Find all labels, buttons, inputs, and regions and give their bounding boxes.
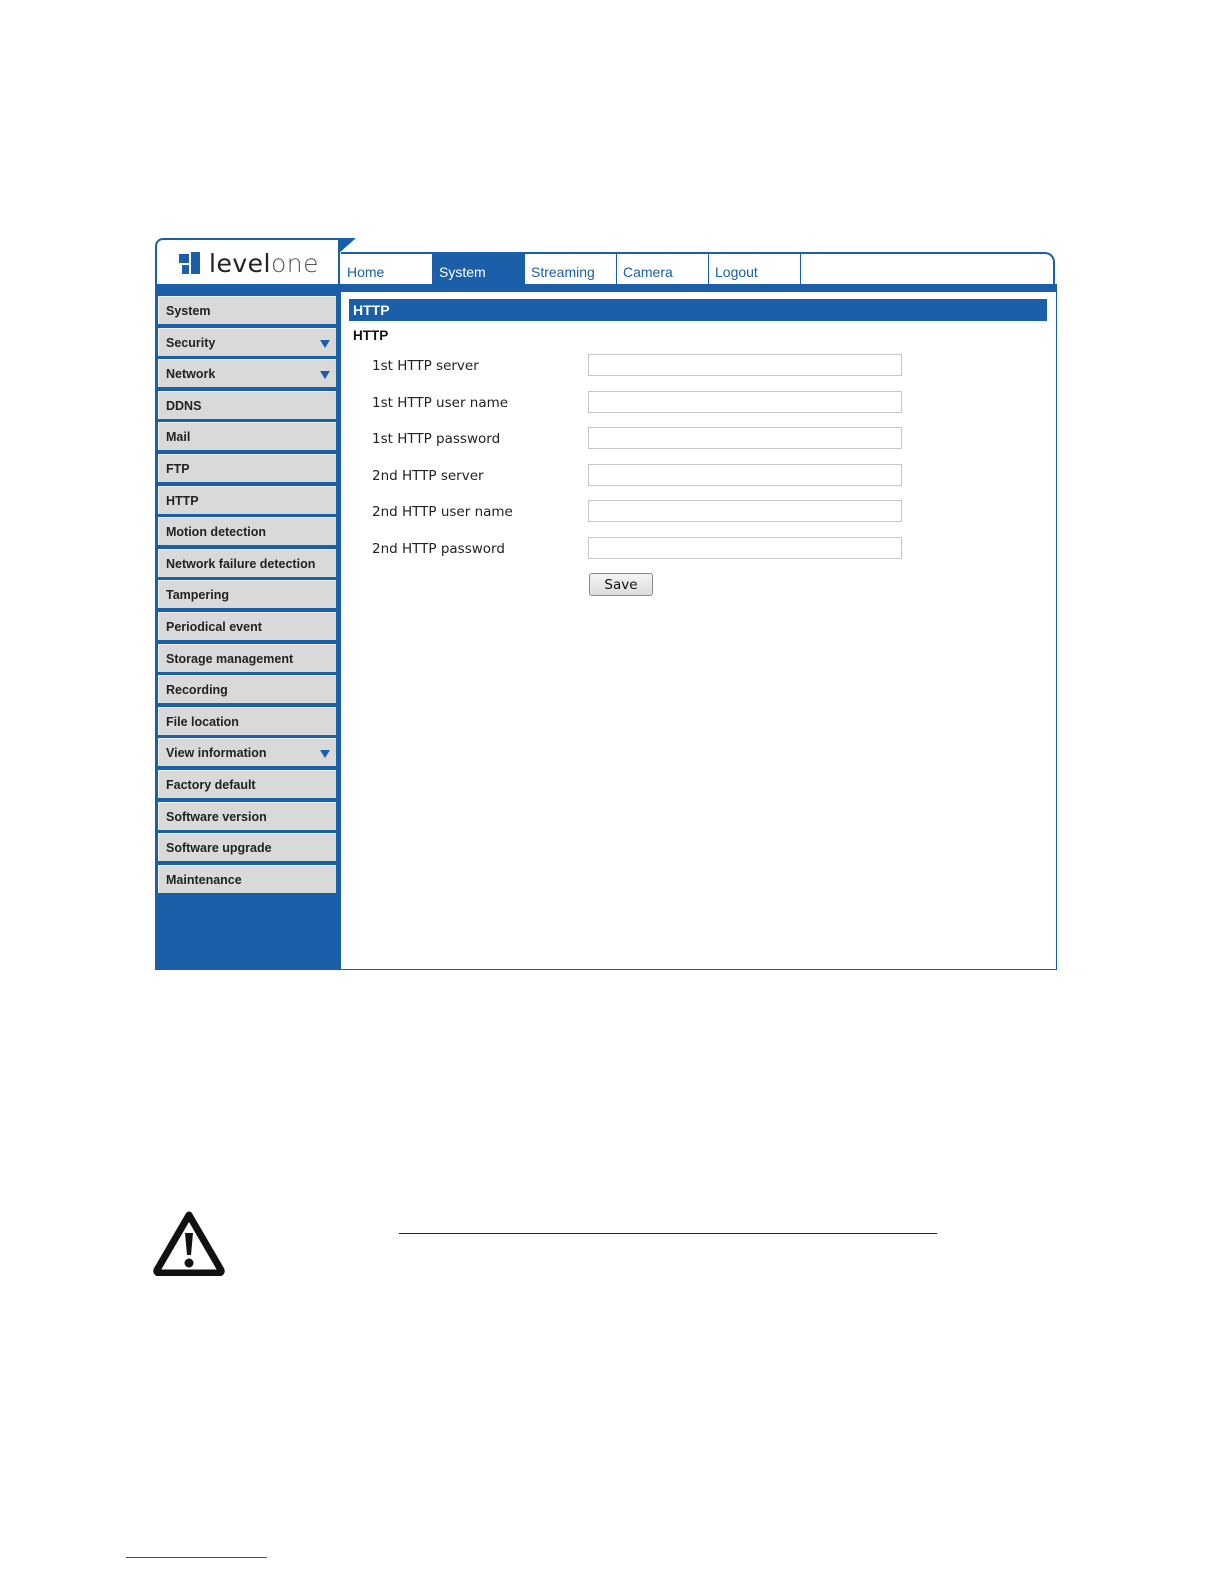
warning-triangle-icon bbox=[152, 1210, 226, 1276]
sidebar-item-ftp[interactable] bbox=[158, 454, 336, 482]
sidebar-item-label: File location bbox=[166, 714, 239, 729]
sidebar-item-label: View information bbox=[166, 746, 267, 761]
tab-home[interactable]: Home bbox=[341, 254, 433, 286]
sidebar-item-label: Motion detection bbox=[166, 525, 266, 540]
field-label: 1st HTTP password bbox=[372, 431, 501, 447]
2nd-http-user-name-input[interactable] bbox=[588, 500, 902, 522]
sidebar-item-software-version[interactable] bbox=[158, 802, 336, 830]
sidebar-item-http[interactable] bbox=[158, 486, 336, 514]
2nd-http-server-input[interactable] bbox=[588, 464, 902, 486]
dropdown-arrow-icon[interactable] bbox=[320, 371, 330, 379]
sidebar-item-label: Factory default bbox=[166, 778, 256, 792]
sidebar-item-label: Software upgrade bbox=[166, 841, 272, 856]
sidebar-item-label: Storage management bbox=[166, 651, 294, 666]
main-content bbox=[341, 292, 1057, 970]
2nd-http-password-input[interactable] bbox=[588, 537, 902, 559]
save-button[interactable]: Save bbox=[589, 573, 653, 596]
sidebar-menu bbox=[155, 292, 341, 970]
sidebar-item-label: Network bbox=[166, 367, 216, 382]
1st-http-server-input[interactable] bbox=[588, 354, 902, 376]
sidebar-item-ddns[interactable] bbox=[158, 391, 336, 419]
sidebar-item-view-information[interactable] bbox=[158, 738, 336, 766]
tab-streaming[interactable]: Streaming bbox=[525, 254, 617, 286]
sidebar-item-motion-detection[interactable] bbox=[158, 517, 336, 545]
sidebar-item-label: Periodical event bbox=[166, 620, 262, 634]
levelone-logo-mark-icon bbox=[179, 252, 203, 276]
sidebar-item-label: Mail bbox=[166, 430, 191, 445]
field-label: 1st HTTP user name bbox=[372, 394, 509, 411]
sidebar-item-label: DDNS bbox=[166, 398, 202, 413]
tab-logout[interactable]: Logout bbox=[709, 254, 801, 286]
field-label: 2nd HTTP server bbox=[372, 467, 484, 484]
sidebar-item-label: Tampering bbox=[166, 588, 229, 603]
top-nav-tabs bbox=[341, 252, 1055, 286]
sidebar-item-periodical-event[interactable] bbox=[158, 612, 336, 640]
footer-link-underline bbox=[126, 1557, 267, 1558]
dropdown-arrow-icon[interactable] bbox=[320, 340, 330, 348]
sidebar-item-security[interactable] bbox=[158, 328, 336, 356]
note-underline bbox=[399, 1233, 937, 1234]
sidebar-item-label: Software version bbox=[166, 809, 267, 824]
sidebar-item-factory-default[interactable] bbox=[158, 770, 336, 798]
section-subtitle: HTTP bbox=[353, 328, 389, 343]
header-divider bbox=[155, 284, 1057, 292]
sidebar-item-label: Maintenance bbox=[166, 872, 242, 887]
levelone-logo bbox=[179, 249, 319, 278]
sidebar-item-label: Recording bbox=[166, 683, 228, 698]
sidebar-item-recording[interactable] bbox=[158, 675, 336, 703]
section-title-bar: HTTP bbox=[349, 299, 1047, 321]
sidebar-item-file-location[interactable] bbox=[158, 707, 336, 735]
sidebar-item-software-upgrade[interactable] bbox=[158, 833, 336, 861]
sidebar-item-maintenance[interactable] bbox=[158, 865, 336, 893]
sidebar-item-storage-management[interactable] bbox=[158, 644, 336, 672]
sidebar-item-network-failure-detection[interactable] bbox=[158, 549, 336, 577]
sidebar-item-label: HTTP bbox=[166, 493, 199, 508]
sidebar-item-tampering[interactable] bbox=[158, 580, 336, 608]
logo-header bbox=[155, 238, 340, 288]
field-label: 2nd HTTP user name bbox=[372, 504, 513, 520]
sidebar-item-network[interactable] bbox=[158, 359, 336, 387]
web-admin-window bbox=[155, 238, 1057, 970]
field-label: 2nd HTTP password bbox=[372, 540, 505, 557]
sidebar-item-system[interactable] bbox=[158, 296, 336, 324]
dropdown-arrow-icon[interactable] bbox=[320, 750, 330, 758]
field-label: 1st HTTP server bbox=[372, 358, 479, 374]
logo-text: levelone bbox=[209, 249, 319, 278]
tab-camera[interactable]: Camera bbox=[617, 254, 709, 286]
sidebar-item-label: Security bbox=[166, 335, 216, 350]
sidebar-item-mail[interactable] bbox=[158, 422, 336, 450]
1st-http-password-input[interactable] bbox=[588, 427, 902, 449]
sidebar-item-label: System bbox=[166, 304, 211, 318]
sidebar-item-label: Network failure detection bbox=[166, 556, 316, 571]
tab-system[interactable]: System bbox=[433, 254, 525, 286]
sidebar-item-label: FTP bbox=[166, 462, 190, 476]
1st-http-user-name-input[interactable] bbox=[588, 391, 902, 413]
